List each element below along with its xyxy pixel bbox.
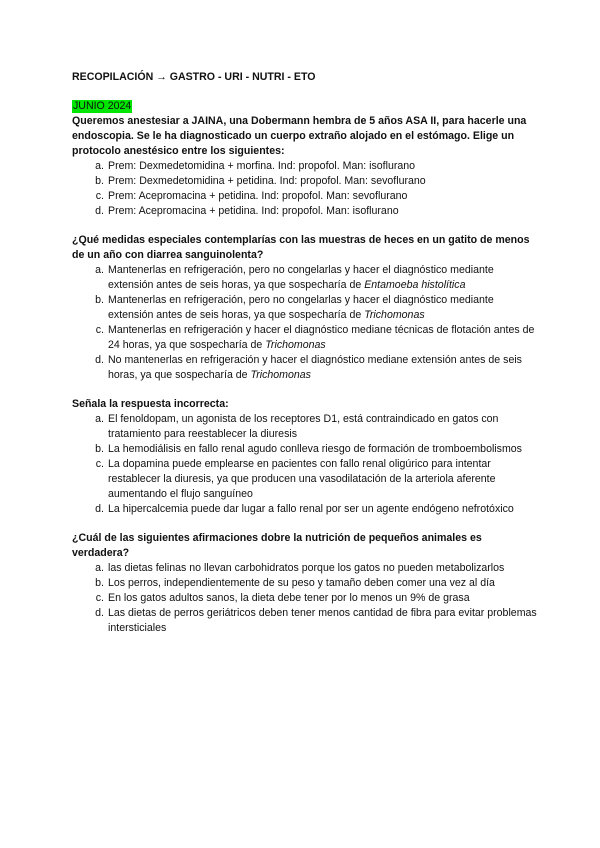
option-list: [72, 561, 540, 636]
option-item: [72, 159, 540, 174]
option-text: Prem: Acepromacina + petidina. Ind: propofol. Man: sevoflurano: [108, 190, 408, 202]
option-text: El fenoldopam, un agonista de los receptores D1, está contraindicado en gatos con tratamiento para reestablecer la diuresis: [108, 413, 499, 440]
option-italic-term: Trichomonas: [364, 309, 425, 321]
option-letter: b.: [95, 175, 104, 187]
option-letter: b.: [95, 294, 104, 306]
question-block: [72, 233, 540, 383]
option-text: Mantenerlas en refrigeración y hacer el diagnóstico mediane técnicas de flotación antes de 24 horas, ya que sospecharía de: [108, 324, 535, 351]
option-letter: c.: [95, 190, 104, 202]
option-text: La hemodiálisis en fallo renal agudo conlleva riesgo de formación de tromboembolismos: [108, 443, 522, 455]
option-list: [72, 159, 540, 219]
option-letter: a.: [95, 264, 104, 276]
option-letter: a.: [95, 413, 104, 425]
question-text: ¿Qué medidas especiales contemplarías con las muestras de heces en un gatito de menos de un año con diarrea sanguinolenta?: [72, 234, 530, 261]
option-item: [72, 293, 540, 323]
option-text: Prem: Acepromacina + petidina. Ind: propofol. Man: isoflurano: [108, 205, 399, 217]
option-item: [72, 353, 540, 383]
option-text: Prem: Dexmedetomidina + petidina. Ind: propofol. Man: sevoflurano: [108, 175, 426, 187]
option-item: [72, 174, 540, 189]
option-letter: a.: [95, 160, 104, 172]
document-title: RECOPILACIÓN → GASTRO - URI - NUTRI - ETO: [72, 71, 316, 83]
option-letter: d.: [95, 607, 104, 619]
option-text: No mantenerlas en refrigeración y hacer el diagnóstico mediane extensión antes de seis horas, ya que sospecharía de: [108, 354, 522, 381]
question-block: [72, 397, 540, 517]
option-italic-term: Trichomonas: [265, 339, 326, 351]
option-item: [72, 502, 540, 517]
option-item: [72, 412, 540, 442]
question-block: [72, 114, 540, 219]
option-item: [72, 442, 540, 457]
option-text: Las dietas de perros geriátricos deben tener menos cantidad de fibra para evitar problemas intersticiales: [108, 607, 537, 634]
option-item: [72, 606, 540, 636]
option-letter: d.: [95, 503, 104, 515]
option-text: Mantenerlas en refrigeración, pero no congelarlas y hacer el diagnóstico mediante extensión antes de seis horas, ya que sospecharía de: [108, 264, 494, 291]
option-letter: a.: [95, 562, 104, 574]
question-text: ¿Cuál de las siguientes afirmaciones dobre la nutrición de pequeños animales es verdadera?: [72, 532, 482, 559]
option-letter: b.: [95, 577, 104, 589]
option-item: [72, 576, 540, 591]
option-item: [72, 591, 540, 606]
option-letter: c.: [95, 592, 104, 604]
option-item: [72, 263, 540, 293]
question-text: Queremos anestesiar a JAINA, una Dobermann hembra de 5 años ASA II, para hacerle una endoscopia. Se le ha diagnosticado un cuerpo extraño alojado en el estómago. Elige un protocolo anestésico entre los siguientes:: [72, 115, 527, 157]
question-text: Señala la respuesta incorrecta:: [72, 398, 229, 410]
option-text: Mantenerlas en refrigeración, pero no congelarlas y hacer el diagnóstico mediante extensión antes de seis horas, ya que sospecharía de: [108, 294, 494, 321]
date-tag-row: [72, 99, 540, 114]
option-list: [72, 412, 540, 517]
option-letter: c.: [95, 324, 104, 336]
question-list: [72, 114, 540, 636]
option-item: [72, 323, 540, 353]
option-letter: d.: [95, 354, 104, 366]
question-block: [72, 531, 540, 636]
date-tag: JUNIO 2024: [73, 100, 132, 112]
option-item: [72, 561, 540, 576]
option-item: [72, 204, 540, 219]
option-list: [72, 263, 540, 383]
option-italic-term: Entamoeba histolítica: [364, 279, 466, 291]
option-text: La dopamina puede emplearse en pacientes con fallo renal oligúrico para intentar restablecer la diuresis, ya que producen una vasodilatación de la arteriola aferente aumentando el flujo sanguíneo: [108, 458, 496, 500]
option-item: [72, 457, 540, 502]
option-item: [72, 189, 540, 204]
option-text: Los perros, independientemente de su peso y tamaño deben comer una vez al día: [108, 577, 495, 589]
option-letter: d.: [95, 205, 104, 217]
option-letter: b.: [95, 443, 104, 455]
option-italic-term: Trichomonas: [250, 369, 311, 381]
option-letter: c.: [95, 458, 104, 470]
option-text: Prem: Dexmedetomidina + morfina. Ind: propofol. Man: isoflurano: [108, 160, 416, 172]
option-text: En los gatos adultos sanos, la dieta debe tener por lo menos un 9% de grasa: [108, 592, 470, 604]
option-text: La hipercalcemia puede dar lugar a fallo renal por ser un agente endógeno nefrotóxico: [108, 503, 514, 515]
option-text: las dietas felinas no llevan carbohidratos porque los gatos no pueden metabolizarlos: [108, 562, 505, 574]
